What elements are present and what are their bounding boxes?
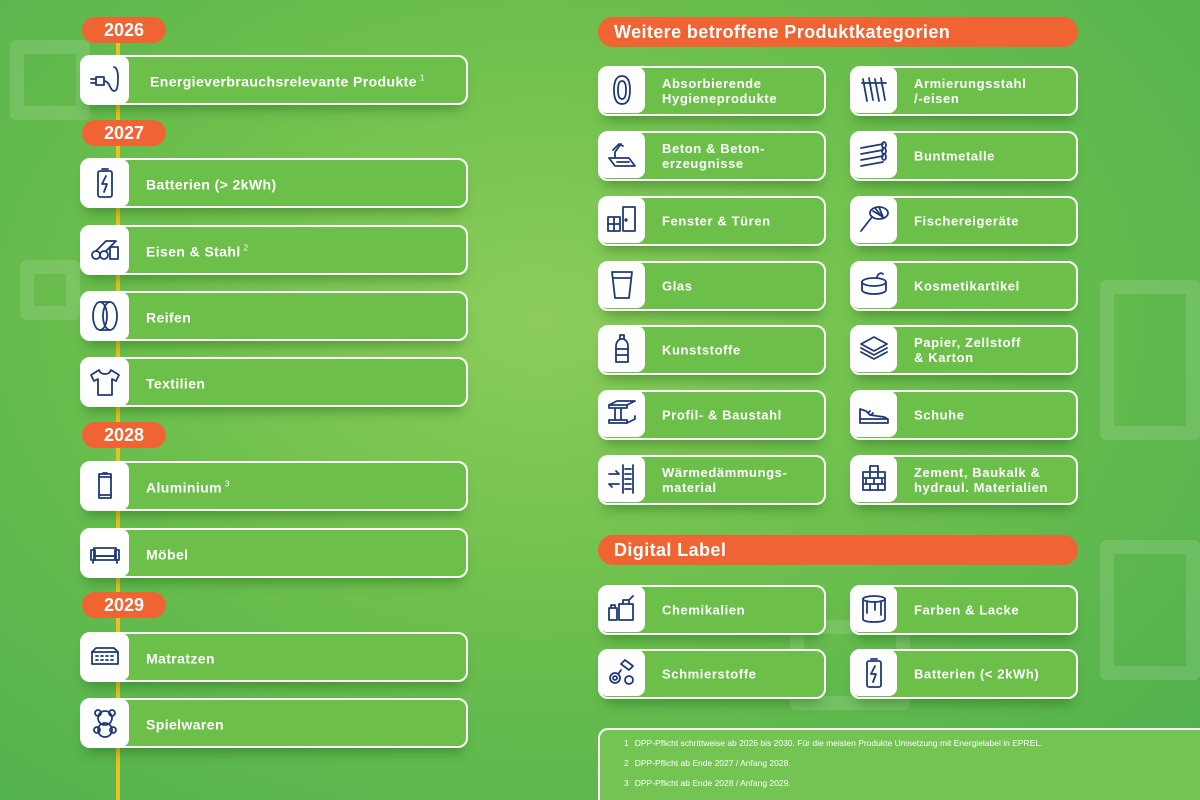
category-card-structural-steel[interactable] (598, 390, 826, 440)
label-line: hydraul. Materialien (914, 480, 1049, 495)
label-line: Batterien (< 2kWh) (914, 666, 1040, 682)
category-card-cement[interactable] (850, 455, 1078, 505)
category-card-small-batteries[interactable] (850, 649, 1078, 699)
category-card-fishing[interactable] (850, 196, 1078, 246)
category-card-tires[interactable] (80, 291, 468, 341)
category-card-windows-doors[interactable] (598, 196, 826, 246)
label-line: Chemikalien (662, 602, 746, 618)
year-badge-2026: 2026 (82, 17, 166, 43)
cream-jar-icon (851, 262, 897, 308)
tshirt-icon (81, 358, 129, 406)
footnote (624, 758, 1200, 768)
category-card-paints[interactable] (850, 585, 1078, 635)
tire-icon (81, 292, 129, 340)
label-line: Beton & Beton- (662, 141, 765, 156)
footnote (624, 778, 1200, 788)
category-card-insulation[interactable] (598, 455, 826, 505)
label-line: Profil- & Baustahl (662, 407, 782, 423)
fishing-net-icon (851, 197, 897, 243)
section-header-digital-label: Digital Label (598, 535, 1078, 565)
steel-icon (81, 226, 129, 274)
concrete-icon (599, 132, 645, 178)
timeline-line (116, 40, 120, 800)
rebar-icon (851, 67, 897, 113)
label-line: Schmierstoffe (662, 666, 757, 682)
lubricant-gears-icon (599, 650, 645, 696)
beam-icon (599, 391, 645, 437)
brick-wall-icon (851, 456, 897, 502)
category-card-hygiene[interactable] (598, 66, 826, 116)
category-label: Batterien (> 2kWh) (146, 176, 277, 193)
footnote-number: 2 (624, 758, 629, 768)
category-card-energy[interactable] (80, 55, 468, 105)
section-header-weitere: Weitere betroffene Produktkategorien (598, 17, 1078, 47)
paper-stack-icon (851, 326, 897, 372)
label-line: Hygieneprodukte (662, 91, 778, 106)
category-card-steel[interactable] (80, 225, 468, 275)
year-badge-2027: 2027 (82, 120, 166, 146)
category-label: Eisen & Stahl (146, 243, 241, 260)
category-card-furniture[interactable] (80, 528, 468, 578)
shoe-icon (851, 391, 897, 437)
label-line: Wärmedämmungs- (662, 465, 788, 480)
can-icon (81, 462, 129, 510)
label-line: Fischereigeräte (914, 213, 1020, 229)
bottle-icon (599, 326, 645, 372)
label-line: Fenster & Türen (662, 213, 771, 229)
footnote-ref: 3 (224, 479, 230, 489)
window-door-icon (599, 197, 645, 243)
footnote-number: 1 (624, 738, 629, 748)
category-card-lubricants[interactable] (598, 649, 826, 699)
label-line: erzeugnisse (662, 156, 744, 171)
glass-icon (599, 262, 645, 308)
chemicals-icon (599, 586, 645, 632)
footnote-number: 3 (624, 778, 629, 788)
label-line: Absorbierende (662, 76, 762, 91)
battery-icon (81, 159, 129, 207)
category-card-batteries[interactable] (80, 158, 468, 208)
label-line: Kunststoffe (662, 342, 741, 358)
footnote-text: DPP-Pflicht ab Ende 2028 / Anfang 2029. (634, 778, 791, 788)
label-line: Buntmetalle (914, 148, 996, 164)
category-card-glass[interactable] (598, 261, 826, 311)
category-card-rebar[interactable] (850, 66, 1078, 116)
pad-icon (599, 67, 645, 113)
label-line: Zement, Baukalk & (914, 465, 1041, 480)
category-label: Reifen (146, 309, 192, 326)
footnote (624, 738, 1200, 748)
footnote-ref: 1 (419, 73, 425, 83)
label-line: Glas (662, 278, 693, 294)
label-line: Farben & Lacke (914, 602, 1020, 618)
footnote-text: DPP-Pflicht ab Ende 2027 / Anfang 2028. (634, 758, 791, 768)
teddy-icon (81, 699, 129, 747)
category-label: Textilien (146, 375, 206, 392)
label-line: & Karton (914, 350, 974, 365)
category-card-paper[interactable] (850, 325, 1078, 375)
insulation-icon (599, 456, 645, 502)
category-card-nonferrous[interactable] (850, 131, 1078, 181)
category-label: Spielwaren (146, 716, 224, 733)
category-label: Matratzen (146, 650, 215, 667)
label-line: Schuhe (914, 407, 965, 423)
label-line: Kosmetikartikel (914, 278, 1020, 294)
category-card-chemicals[interactable] (598, 585, 826, 635)
category-card-aluminium[interactable] (80, 461, 468, 511)
year-badge-2029: 2029 (82, 592, 166, 618)
label-line: material (662, 480, 717, 495)
category-card-cosmetics[interactable] (850, 261, 1078, 311)
category-card-concrete[interactable] (598, 131, 826, 181)
year-badge-2028: 2028 (82, 422, 166, 448)
category-label: Energieverbrauchsrelevante Produkte (150, 73, 417, 90)
mattress-icon (81, 633, 129, 681)
category-card-shoes[interactable] (850, 390, 1078, 440)
label-line: /-eisen (914, 91, 960, 106)
paint-can-icon (851, 586, 897, 632)
footnote-ref: 2 (243, 243, 249, 253)
category-label: Aluminium (146, 479, 222, 496)
label-line: Armierungsstahl (914, 76, 1027, 91)
category-card-mattresses[interactable] (80, 632, 468, 682)
footnote-text: DPP-Pflicht schrittweise ab 2026 bis 2030. Für die meisten Produkte Umsetzung mit Energielabel in EPREL. (634, 738, 1043, 748)
battery-icon (851, 650, 897, 696)
footnotes-box (598, 728, 1200, 800)
category-card-plastics[interactable] (598, 325, 826, 375)
category-card-textiles[interactable] (80, 357, 468, 407)
pipes-icon (851, 132, 897, 178)
label-line: Papier, Zellstoff (914, 335, 1022, 350)
category-label: Möbel (146, 546, 189, 563)
sofa-icon (81, 529, 129, 577)
plug-icon (81, 56, 129, 104)
category-card-toys[interactable] (80, 698, 468, 748)
